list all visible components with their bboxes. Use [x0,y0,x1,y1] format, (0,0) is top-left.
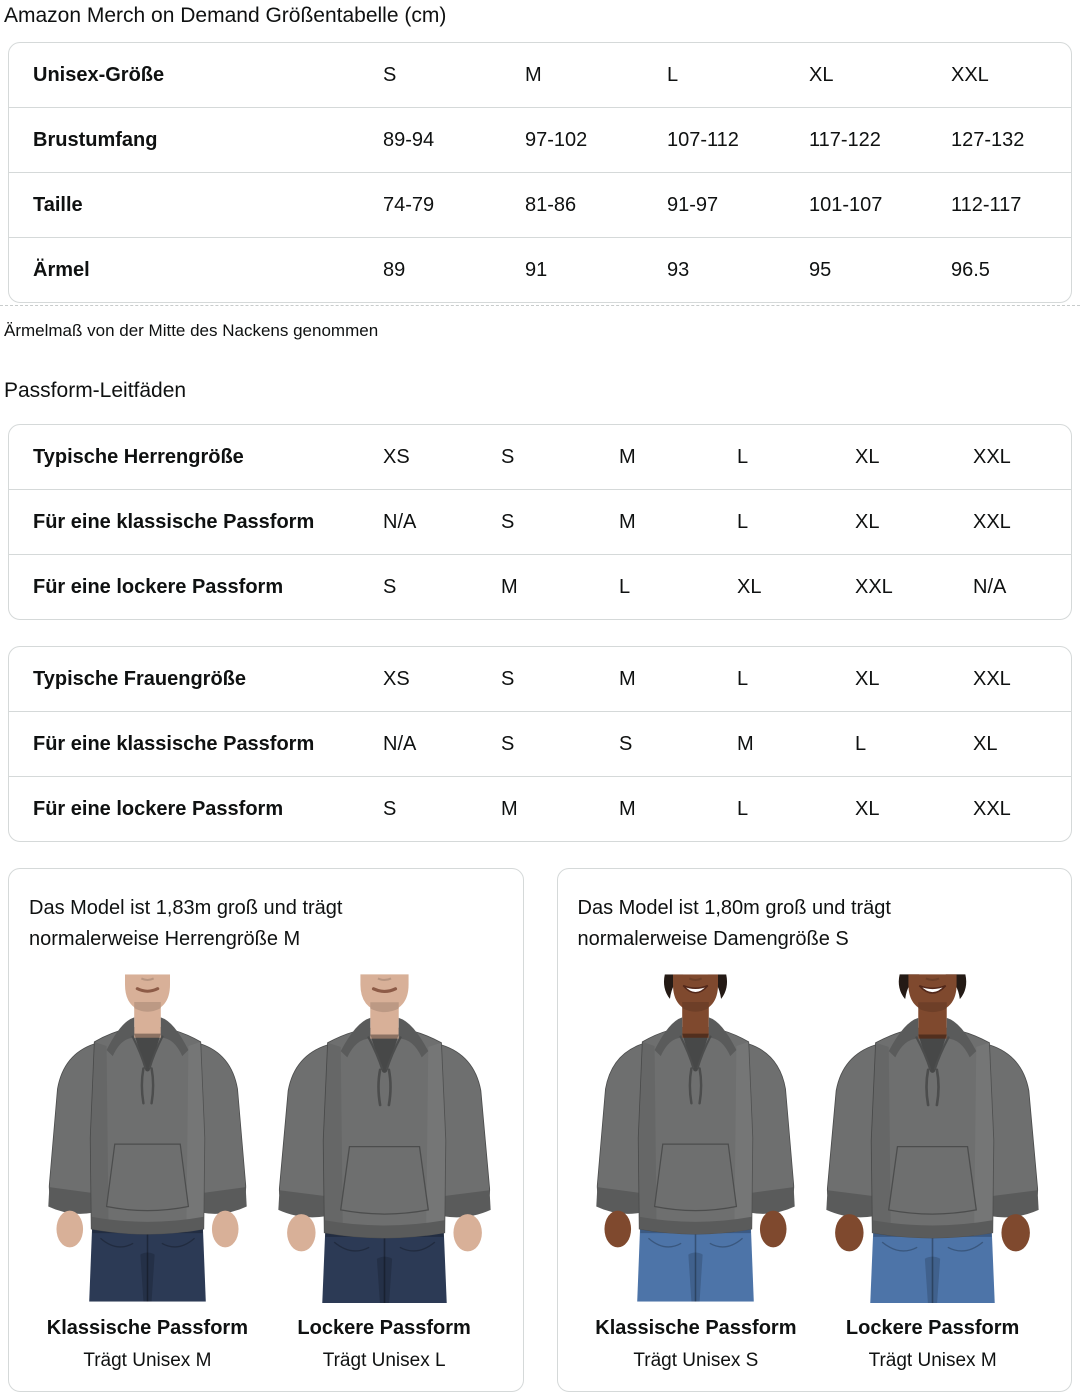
row-label: Taille [33,194,83,216]
model-photo-classic-fit [35,973,260,1303]
model-description: Das Model ist 1,83m groß und trägt normalerweise Herrengröße M [29,897,343,950]
model-photos-row [578,973,1052,1372]
row-label: Unisex-Größe [33,64,165,86]
cell-value: 91-97 [667,194,719,216]
cell-value: XXL [973,668,1011,690]
cell-value: L [619,576,631,598]
cell-value: 93 [667,259,690,281]
model-description: Das Model ist 1,80m groß und trägt normalerweise Damengröße S [577,897,891,950]
table-row [9,237,1071,302]
wears-caption: Trägt Unisex L [322,1350,446,1371]
cell-value: 112-117 [951,194,1022,216]
size-chart-page [0,3,1080,1391]
row-label: Brustumfang [33,129,158,151]
table-row [9,554,1071,619]
cell-value: XS [383,668,410,690]
table-row [9,172,1071,237]
cell-value: N/A [383,511,417,533]
cell-value: N/A [383,733,417,755]
column-header: M [525,64,542,86]
cell-value: 91 [525,259,548,281]
model-photo-loose-fit [272,973,497,1303]
loose-fit-column [272,973,497,1372]
cell-value: M [501,798,518,820]
cell-value: 107-112 [667,129,739,151]
fit-guides-heading: Passform-Leitfäden [4,379,187,402]
column-header: XXL [951,64,989,86]
classic-fit-column [583,973,808,1372]
cell-value: S [501,668,515,690]
cell-value: XL [855,668,880,690]
column-header: L [667,64,679,86]
male-model-card [8,868,524,1392]
size-chart-section [0,42,1080,306]
cell-value: M [619,511,636,533]
cell-value: S [501,511,515,533]
cell-value: XL [737,576,762,598]
cell-value: 74-79 [383,194,435,216]
cell-value: M [619,798,636,820]
cell-value: S [383,576,397,598]
cell-value: M [619,446,636,468]
cell-value: M [501,576,518,598]
cell-value: S [619,733,633,755]
female-model-card [557,868,1073,1392]
cell-value: XL [855,511,880,533]
cell-value: 117-122 [809,129,881,151]
row-label: Für eine lockere Passform [33,576,284,598]
cell-value: S [501,733,515,755]
table-row [9,776,1071,841]
cell-value: XS [383,446,410,468]
row-label: Für eine klassische Passform [33,511,315,533]
cell-value: 101-107 [809,194,883,216]
fit-caption: Lockere Passform [297,1317,471,1339]
row-label: Für eine klassische Passform [33,733,315,755]
column-header: S [383,64,397,86]
cell-value: L [855,733,867,755]
cell-value: 89-94 [383,129,435,151]
cell-value: XL [855,446,880,468]
cell-value: S [383,798,397,820]
wears-caption: Trägt Unisex M [868,1350,997,1371]
row-label: Ärmel [33,259,90,281]
cell-value: N/A [973,576,1007,598]
table-row [9,425,1071,489]
row-label: Typische Herrengröße [33,446,244,468]
row-label: Für eine lockere Passform [33,798,284,820]
model-photo-loose-fit [820,973,1045,1303]
page-title: Amazon Merch on Demand Größentabelle (cm) [4,4,447,27]
column-header: XL [809,64,834,86]
cell-value: XXL [973,511,1011,533]
table-row [9,647,1071,711]
womens-fit-table [8,646,1072,842]
table-row [9,711,1071,776]
fit-caption: Klassische Passform [46,1317,248,1339]
row-label: Typische Frauengröße [33,668,247,690]
unisex-size-table [8,42,1072,303]
cell-value: L [737,798,749,820]
classic-fit-column [35,973,260,1372]
loose-fit-column [820,973,1045,1372]
cell-value: L [737,511,749,533]
table-row [9,489,1071,554]
model-photos-row [29,973,503,1372]
wears-caption: Trägt Unisex S [633,1350,759,1371]
table-header-row [9,43,1071,107]
wears-caption: Trägt Unisex M [83,1350,212,1371]
mens-fit-table [8,424,1072,620]
table-row [9,107,1071,172]
cell-value: 96.5 [951,259,990,281]
cell-value: M [737,733,754,755]
cell-value: 127-132 [951,129,1025,151]
model-photo-classic-fit [583,973,808,1303]
cell-value: 81-86 [525,194,577,216]
cell-value: 97-102 [525,129,588,151]
cell-value: XL [973,733,998,755]
sleeve-measure-note: Ärmelmaß von der Mitte des Nackens genommen [4,321,379,340]
cell-value: XXL [973,798,1011,820]
cell-value: L [737,668,749,690]
cell-value: 89 [383,259,406,281]
cell-value: XXL [973,446,1011,468]
cell-value: 95 [809,259,832,281]
fit-caption: Klassische Passform [595,1317,797,1339]
cell-value: S [501,446,515,468]
fit-caption: Lockere Passform [845,1317,1020,1339]
cell-value: L [737,446,749,468]
cell-value: XXL [855,576,893,598]
cell-value: XL [855,798,880,820]
cell-value: M [619,668,636,690]
model-cards [8,868,1072,1392]
